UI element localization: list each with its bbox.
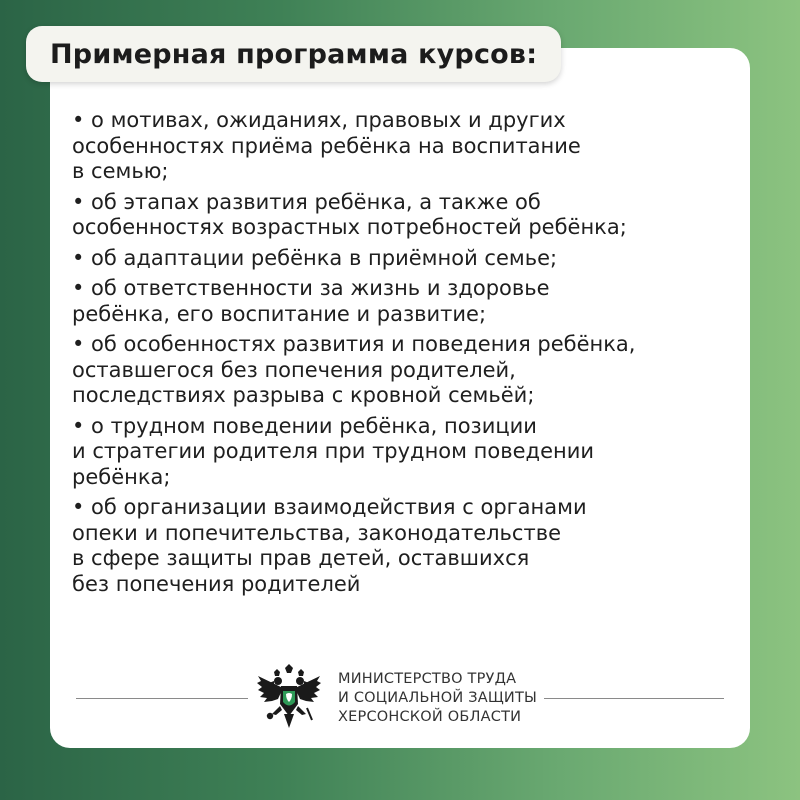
- list-item: • о мотивах, ожиданиях, правовых и других особенностях приёма ребёнка на воспитание в семью;: [72, 108, 581, 183]
- ministry-name-line: МИНИСТЕРСТВО ТРУДА: [338, 671, 517, 687]
- double-headed-eagle-emblem-icon: [256, 664, 322, 734]
- title-banner: [26, 26, 561, 82]
- list-item: • об особенностях развития и поведения ребёнка, оставшегося без попечения родителей, последствиях разрыва с кровной семьёй;: [72, 332, 636, 407]
- course-program-list: [72, 108, 748, 602]
- ministry-name-line: ХЕРСОНСКОЙ ОБЛАСТИ: [338, 709, 522, 725]
- ministry-name: [338, 670, 537, 727]
- divider-line: [76, 698, 248, 699]
- divider-line: [544, 698, 724, 699]
- list-item: • об ответственности за жизнь и здоровье ребёнка, его воспитание и развитие;: [72, 276, 550, 326]
- list-item: • об этапах развития ребёнка, а также об особенностях возрастных потребностей ребёнка;: [72, 189, 627, 239]
- list-item: • об организации взаимодействия с органами опеки и попечительства, законодательстве в сфере защиты прав детей, оставшихся без попечения родителей: [72, 495, 587, 596]
- list-item: • о трудном поведении ребёнка, позиции и стратегии родителя при трудном поведении ребёнка;: [72, 413, 595, 489]
- ministry-name-line: И СОЦИАЛЬНОЙ ЗАЩИТЫ: [338, 690, 538, 706]
- list-item: • об адаптации ребёнка в приёмной семье;: [72, 245, 558, 270]
- page-title: Примерная программа курсов:: [50, 38, 538, 70]
- footer: [76, 660, 724, 736]
